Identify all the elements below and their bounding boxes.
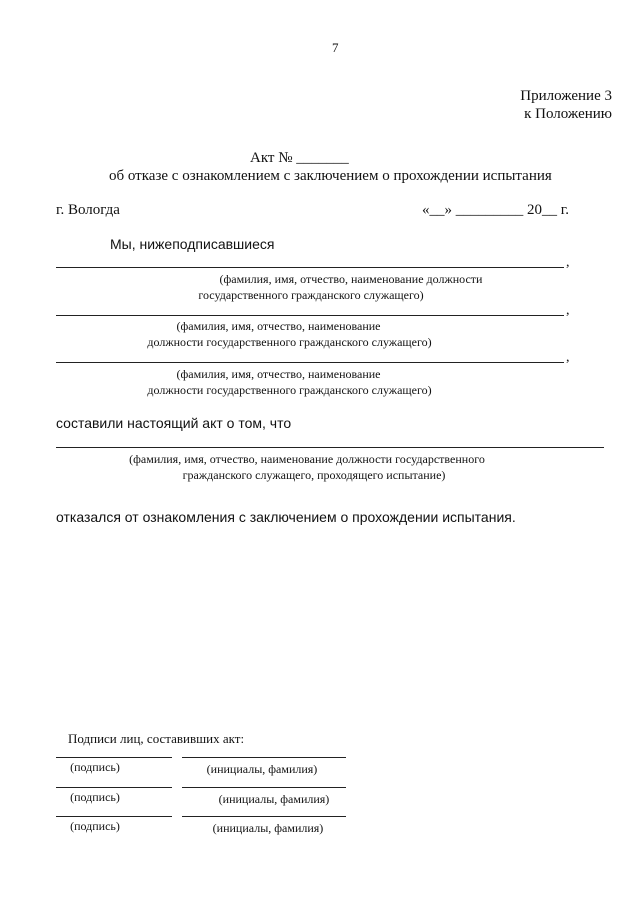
person-1-comma: , — [566, 255, 570, 270]
person-3-line — [56, 362, 564, 363]
signature-3-sign-line — [56, 816, 172, 817]
person-2-line — [56, 315, 564, 316]
person-2-caption-2: должности государственного гражданского служащего) — [147, 335, 432, 349]
date-line: «__» _________ 20__ г. — [422, 202, 569, 218]
signature-1-sign-line — [56, 757, 172, 758]
signature-3-name-caption: (инициалы, фамилия) — [212, 821, 324, 835]
person-3-caption-1: (фамилия, имя, отчество, наименование — [176, 367, 381, 381]
subject-caption-2: гражданского служащего, проходящего испытание) — [182, 468, 446, 482]
appendix-line-2: к Положению — [524, 106, 612, 122]
person-3-comma: , — [566, 350, 570, 365]
person-1-caption-1: (фамилия, имя, отчество, наименование должности — [219, 272, 483, 286]
appendix-line-1: Приложение 3 — [520, 88, 612, 104]
signature-1-sign-caption: (подпись) — [70, 760, 120, 774]
undersigned-heading: Мы, нижеподписавшиеся — [110, 236, 275, 252]
person-2-caption-1: (фамилия, имя, отчество, наименование — [176, 319, 381, 333]
composed-act-text: составили настоящий акт о том, что — [56, 415, 292, 431]
person-2-comma: , — [566, 303, 570, 318]
signature-2-sign-line — [56, 787, 172, 788]
subject-caption-1: (фамилия, имя, отчество, наименование должности государственного — [129, 452, 485, 466]
subject-line — [56, 447, 604, 448]
signature-3-sign-caption: (подпись) — [70, 819, 120, 833]
signature-3-name-line — [182, 816, 346, 817]
signature-2-sign-caption: (подпись) — [70, 790, 120, 804]
signatures-heading: Подписи лиц, составивших акт: — [68, 731, 245, 746]
signature-1-name-line — [182, 757, 346, 758]
signature-1-name-caption: (инициалы, фамилия) — [206, 762, 318, 776]
person-1-caption-2: государственного гражданского служащего) — [198, 288, 424, 302]
city: г. Вологда — [56, 202, 120, 218]
person-3-caption-2: должности государственного гражданского служащего) — [147, 383, 432, 397]
signature-2-name-line — [182, 787, 346, 788]
refused-text: отказался от ознакомления с заключением о прохождении испытания. — [56, 509, 516, 525]
page-number: 7 — [332, 40, 339, 55]
person-1-line — [56, 267, 564, 268]
act-subtitle: об отказе с ознакомлением с заключением о прохождении испытания — [109, 168, 552, 184]
act-number-title: Акт № _______ — [250, 150, 349, 166]
signature-2-name-caption: (инициалы, фамилия) — [218, 792, 330, 806]
